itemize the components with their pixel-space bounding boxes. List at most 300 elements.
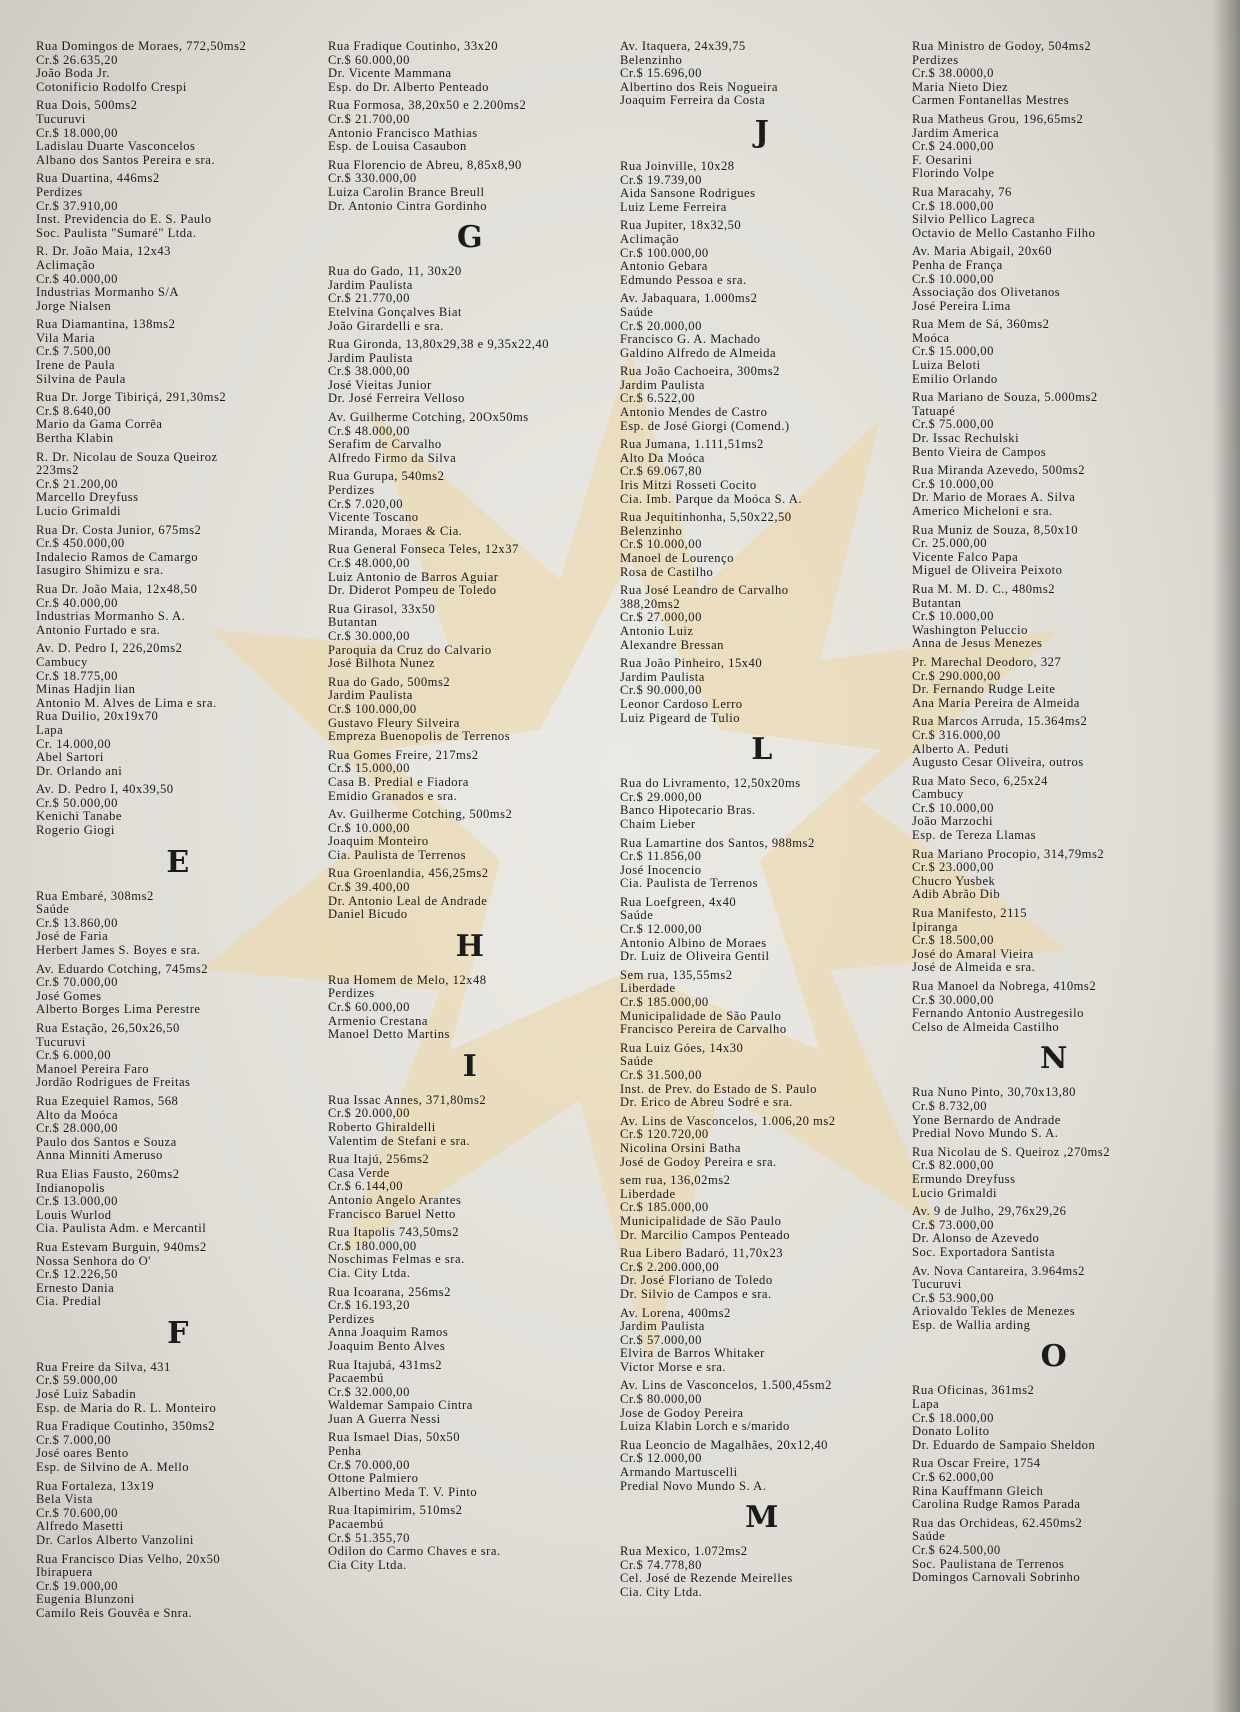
- entry-line: Etelvina Gonçalves Biat: [328, 305, 462, 319]
- entry-line: Silvio Pellico Lagreca: [912, 213, 1035, 227]
- entry-line: Cr.$ 624.500,00: [912, 1544, 1001, 1557]
- entry-line: Cr.$ 8.732,00: [912, 1099, 988, 1113]
- entry-line: Rogerio Giogi: [36, 824, 115, 838]
- entry-line: Rua Manifesto, 2115: [912, 907, 1028, 921]
- entry-line: Washington Peluccio: [912, 623, 1028, 637]
- entry-line: Nicolina Orsini Batha: [620, 1141, 742, 1155]
- entry-line: Mario da Gama Corrêa: [36, 418, 163, 432]
- property-entry: [328, 1226, 612, 1280]
- entry-line: Kenichi Tanabe: [36, 810, 122, 824]
- entry-line: Ottone Palmiero: [328, 1472, 419, 1486]
- entry-line: Dr. Eduardo de Sampaio Sheldon: [912, 1438, 1096, 1452]
- entry-line: Antonio M. Alves de Lima e sra.: [36, 696, 217, 710]
- entry-line: Av. D. Pedro I, 226,20ms2: [36, 642, 183, 656]
- entry-line: Cr.$ 21.200,00: [36, 477, 118, 491]
- section-letter: H: [455, 928, 485, 964]
- entry-line: Cr.$ 51.355,70: [328, 1531, 410, 1545]
- entry-line: Rua Oficinas, 361ms2: [912, 1384, 1035, 1398]
- entry-line: Vila Maria: [36, 331, 96, 345]
- entry-line: Cr.$ 20.000,00: [620, 319, 702, 333]
- entry-line: Eugenia Blunzoni: [36, 1593, 135, 1607]
- entry-line: Municipalidade de São Paulo: [620, 1009, 782, 1023]
- entry-line: Av. Guilherme Cotching, 500ms2: [328, 808, 513, 822]
- property-entry: [36, 524, 320, 578]
- entry-line: Luiza Klabin Lorch e s/marido: [620, 1420, 790, 1434]
- entry-line: Rua Nicolau de S. Queiroz ,270ms2: [912, 1145, 1111, 1159]
- property-entry: [912, 1086, 1196, 1140]
- entry-line: Jardim Paulista: [620, 378, 705, 392]
- entry-line: Rua Mariano de Souza, 5.000ms2: [912, 391, 1098, 405]
- entry-line: Dr. Antonio Leal de Andrade: [328, 894, 488, 908]
- entry-line: Cia. Paulista Adm. e Mercantil: [36, 1222, 207, 1236]
- entry-line: Cr.$ 15.696,00: [620, 67, 702, 81]
- entry-line: Cr.$ 20.000,00: [328, 1107, 410, 1121]
- entry-line: Esp. de Wallia arding: [912, 1318, 1031, 1332]
- entry-line: Cr.$ 18.000,00: [912, 1411, 994, 1425]
- entry-line: Rua Jumana, 1.111,51ms2: [620, 438, 764, 452]
- entry-line: Predial Novo Mundo S. A.: [912, 1127, 1059, 1141]
- entry-line: Valentim de Stefani e sra.: [328, 1134, 471, 1148]
- entry-line: Cr.$ 32.000,00: [328, 1385, 410, 1399]
- entry-line: Joaquim Bento Alves: [328, 1339, 446, 1353]
- property-entry: [328, 676, 612, 744]
- entry-line: Cr.$ 90.000,00: [620, 684, 702, 698]
- entry-line: Chucro Yusbek: [912, 874, 996, 888]
- property-entry: [912, 775, 1196, 843]
- entry-line: Dr. Erico de Abreu Sodré e sra.: [620, 1096, 793, 1110]
- property-entry: [36, 1361, 320, 1415]
- entry-line: Galdino Alfredo de Almeida: [620, 346, 777, 360]
- entry-line: Rua Dr. João Maia, 12x48,50: [36, 582, 198, 596]
- property-entry: [620, 438, 904, 506]
- entry-line: Cr.$ 37.910,00: [36, 199, 118, 213]
- entry-line: Esp. de Tereza Llamas: [912, 829, 1037, 843]
- entry-line: Jardim Paulista: [620, 670, 705, 684]
- entry-line: Cr.$ 7.020,00: [328, 497, 404, 511]
- property-entry: [912, 245, 1196, 313]
- property-entry: [328, 159, 612, 213]
- entry-line: Cia. City Ltda.: [620, 1586, 703, 1599]
- entry-line: Herbert James S. Boyes e sra.: [36, 944, 201, 958]
- property-entry: [620, 1174, 904, 1242]
- property-entry: [328, 338, 612, 406]
- entry-line: Butantan: [912, 596, 962, 610]
- entry-line: Cr. 25.000,00: [912, 537, 988, 551]
- entry-line: Perdizes: [36, 185, 83, 199]
- entry-line: Dr. José Ferreira Velloso: [328, 392, 465, 406]
- entry-line: Celso de Almeida Castilho: [912, 1020, 1060, 1034]
- property-entry: [328, 867, 612, 921]
- entry-line: Esp. de Louisa Casaubon: [328, 140, 467, 154]
- property-entry: [36, 583, 320, 637]
- entry-line: Luiz Antonio de Barros Aguiar: [328, 570, 499, 584]
- entry-line: Rua Itajú, 256ms2: [328, 1153, 430, 1167]
- entry-line: Rua Loefgreen, 4x40: [620, 895, 737, 909]
- entry-line: Cr.$ 120.720,00: [620, 1128, 709, 1142]
- entry-line: Alberto A. Peduti: [912, 742, 1010, 756]
- entry-line: Dr. Vicente Mammana: [328, 67, 452, 81]
- entry-line: Dr. Issac Rechulski: [912, 432, 1020, 446]
- entry-line: Sem rua, 135,55ms2: [620, 968, 733, 982]
- entry-line: Luiz Pigeard de Tulio: [620, 711, 740, 725]
- entry-line: Cr.$ 2.200.000,00: [620, 1260, 720, 1274]
- entry-line: Dr. Mario de Moraes A. Silva: [912, 491, 1076, 505]
- entry-line: Rua Gurupa, 540ms2: [328, 470, 445, 484]
- entry-line: Penha de França: [912, 258, 1003, 272]
- section-letter: J: [754, 114, 770, 150]
- entry-line: José do Amaral Vieira: [912, 947, 1034, 961]
- section-letter: O: [1040, 1339, 1068, 1375]
- entry-line: Serafim de Carvalho: [328, 438, 442, 452]
- property-entry: [36, 99, 320, 167]
- entry-line: Lucio Grimaldi: [912, 1186, 997, 1200]
- property-entry: [912, 391, 1196, 459]
- entry-line: Av. Jabaquara, 1.000ms2: [620, 292, 758, 306]
- entry-line: Cr.$ 80.000,00: [620, 1393, 702, 1407]
- entry-line: Antonio Francisco Mathias: [328, 126, 478, 140]
- entry-line: Cr.$ 70.000,00: [36, 976, 118, 990]
- entry-line: Rua Groenlandia, 456,25ms2: [328, 867, 489, 881]
- entry-line: Rua Muniz de Souza, 8,50x10: [912, 523, 1079, 537]
- entry-line: Pr. Marechal Deodoro, 327: [912, 655, 1062, 669]
- entry-line: Industrias Mormanho S/A: [36, 286, 180, 300]
- entry-line: Alfredo Masetti: [36, 1520, 124, 1534]
- entry-line: Rina Kauffmann Gleich: [912, 1484, 1044, 1498]
- entry-line: Irene de Paula: [36, 359, 116, 373]
- entry-line: Rua Manoel da Nobrega, 410ms2: [912, 980, 1097, 993]
- entry-line: Rua Ezequiel Ramos, 568: [36, 1094, 179, 1108]
- entry-line: Rua Francisco Dias Velho, 20x50: [36, 1552, 221, 1566]
- entry-line: Dr. José Floriano de Toledo: [620, 1274, 773, 1288]
- property-entry: [912, 40, 1196, 108]
- entry-line: Alexandre Bressan: [620, 638, 724, 652]
- entry-line: Roberto Ghiraldelli: [328, 1121, 436, 1134]
- entry-line: Saúde: [912, 1530, 946, 1544]
- entry-line: Rua M. M. D. C., 480ms2: [912, 582, 1056, 596]
- entry-line: Antonio Luiz: [620, 624, 694, 638]
- property-entry: [328, 1094, 612, 1148]
- entry-line: Cr. 14.000,00: [36, 737, 112, 751]
- entry-line: Cr.$ 57.000,00: [620, 1333, 702, 1347]
- entry-line: Iasugiro Shimizu e sra.: [36, 564, 164, 578]
- entry-line: Aclimação: [36, 258, 96, 272]
- entry-line: Cr.$ 100.000,00: [620, 246, 709, 260]
- property-entry: [328, 1431, 612, 1499]
- entry-line: Pacaembú: [328, 1518, 384, 1532]
- section-letter: M: [745, 1500, 779, 1536]
- entry-line: Cr.$ 40.000,00: [36, 272, 118, 286]
- property-entry: [620, 584, 904, 652]
- entry-line: Victor Morse e sra.: [620, 1360, 726, 1374]
- entry-line: Av. Nova Cantareira, 3.964ms2: [912, 1264, 1085, 1278]
- entry-line: Cr.$ 7.500,00: [36, 345, 112, 359]
- entry-line: Cr.$ 330.000,00: [328, 172, 417, 186]
- entry-line: Dr. Antonio Cintra Gordinho: [328, 199, 488, 213]
- entry-line: Carmen Fontanellas Mestres: [912, 94, 1070, 108]
- section-letter: G: [456, 220, 484, 256]
- property-entry: [328, 1286, 612, 1354]
- entry-line: Domingos Carnovali Sobrinho: [912, 1571, 1081, 1585]
- entry-line: Bento Vieira de Campos: [912, 445, 1047, 459]
- entry-line: Yone Bernardo de Andrade: [912, 1113, 1061, 1127]
- entry-line: Dr. Diderot Pompeu de Toledo: [328, 584, 497, 598]
- entry-line: Antonio Furtado e sra.: [36, 623, 161, 637]
- property-entry: [912, 656, 1196, 710]
- entry-line: Esp. do Dr. Alberto Penteado: [328, 80, 489, 94]
- entry-line: Cr.$ 18.500,00: [912, 934, 994, 948]
- entry-line: Cr.$ 16.193,20: [328, 1299, 410, 1313]
- entry-line: Cr.$ 40.000,00: [36, 596, 118, 610]
- entry-line: Fernando Antonio Austregesilo: [912, 1007, 1084, 1021]
- entry-line: Cr.$ 19.739,00: [620, 173, 702, 187]
- entry-line: Cr.$ 185.000,00: [620, 996, 709, 1010]
- property-entry: [620, 1439, 904, 1493]
- entry-line: sem rua, 136,02ms2: [620, 1174, 731, 1188]
- entry-line: Rua Mexico, 1.072ms2: [620, 1545, 748, 1559]
- entry-line: Anna Joaquim Ramos: [328, 1326, 449, 1340]
- entry-line: Rua Formosa, 38,20x50 e 2.200ms2: [328, 99, 527, 113]
- entry-line: Rua José Leandro de Carvalho: [620, 584, 789, 598]
- entry-line: Cr.$ 185.000,00: [620, 1201, 709, 1215]
- entry-line: Jose de Godoy Pereira: [620, 1406, 744, 1420]
- entry-line: Cr.$ 18.000,00: [36, 126, 118, 140]
- entry-line: Rua Nuno Pinto, 30,70x13,80: [912, 1086, 1076, 1100]
- entry-line: Belenzinho: [620, 524, 683, 538]
- entry-line: Penha: [328, 1445, 362, 1459]
- entry-line: Cr.$ 12.000,00: [620, 1452, 702, 1466]
- entry-line: Liberdade: [620, 982, 676, 996]
- property-entry: [36, 1095, 320, 1163]
- entry-line: José de Almeida e sra.: [912, 961, 1036, 975]
- entry-line: Cr.$ 26.635,20: [36, 53, 118, 67]
- property-entry: [36, 1241, 320, 1309]
- entry-line: Tucuruvi: [36, 1035, 86, 1049]
- entry-line: Perdizes: [912, 53, 959, 67]
- entry-line: João Girardelli e sra.: [328, 319, 444, 333]
- entry-line: Predial Novo Mundo S. A.: [620, 1479, 767, 1493]
- entry-line: Banco Hipotecario Bras.: [620, 804, 756, 818]
- entry-line: Rua Miranda Azevedo, 500ms2: [912, 464, 1085, 478]
- entry-line: Empreza Buenopolis de Terrenos: [328, 730, 511, 744]
- entry-line: Cr.$ 18.000,00: [912, 199, 994, 213]
- entry-line: Jardim Paulista: [620, 1320, 705, 1334]
- column-2: [328, 40, 620, 1680]
- entry-line: Rua Florencio de Abreu, 8,85x8,90: [328, 158, 522, 172]
- property-entry: [620, 219, 904, 287]
- property-entry: [36, 1480, 320, 1548]
- entry-line: Leonor Cardoso Lerro: [620, 697, 743, 711]
- entry-line: Tucuruvi: [36, 112, 86, 126]
- property-entry: [912, 1384, 1196, 1452]
- entry-line: Rua Marcos Arruda, 15.364ms2: [912, 715, 1088, 729]
- entry-line: Rua Libero Badaró, 11,70x23: [620, 1247, 784, 1261]
- entry-line: Alfredo Firmo da Silva: [328, 451, 457, 465]
- entry-line: Dr. Silvio de Campos e sra.: [620, 1287, 772, 1301]
- property-entry: [620, 657, 904, 725]
- entry-line: Rua do Gado, 500ms2: [328, 675, 451, 689]
- entry-line: Ariovaldo Tekles de Menezes: [912, 1305, 1076, 1319]
- entry-line: Rua Gironda, 13,80x29,38 e 9,35x22,40: [328, 338, 550, 352]
- property-entry: [912, 1265, 1196, 1333]
- entry-line: Miranda, Moraes & Cia.: [328, 524, 463, 538]
- property-entry: [912, 848, 1196, 902]
- entry-line: R. Dr. Nicolau de Souza Queiroz: [36, 450, 218, 464]
- entry-line: Cr.$ 7.000,00: [36, 1433, 112, 1447]
- entry-line: Cr.$ 316.000,00: [912, 728, 1001, 742]
- entry-line: Cr.$ 21.700,00: [328, 112, 410, 126]
- entry-line: Cr.$ 8.640,00: [36, 404, 112, 418]
- entry-line: Esp. de José Giorgi (Comend.): [620, 419, 790, 433]
- entry-line: José oares Bento: [36, 1447, 129, 1461]
- entry-line: Cr.$ 60.000,00: [328, 1001, 410, 1015]
- property-entry: [328, 603, 612, 671]
- property-entry: [328, 1359, 612, 1427]
- entry-line: Cr.$ 38.000,00: [328, 365, 410, 379]
- property-entry: [620, 1307, 904, 1375]
- entry-line: Antonio Angelo Arantes: [328, 1193, 462, 1207]
- entry-line: Cr.$ 38.0000,0: [912, 67, 994, 81]
- entry-line: Ipiranga: [912, 920, 958, 934]
- entry-line: Armando Martuscelli: [620, 1466, 738, 1480]
- entry-line: Noschimas Felmas e sra.: [328, 1253, 465, 1267]
- entry-line: Cr.$ 21.770,00: [328, 292, 410, 306]
- entry-line: Cr.$ 48.000,00: [328, 424, 410, 438]
- entry-line: Rua Issac Annes, 371,80ms2: [328, 1093, 487, 1107]
- entry-line: Rua Maracahy, 76: [912, 185, 1012, 199]
- entry-line: Francisco G. A. Machado: [620, 333, 761, 347]
- entry-line: Av. Itaquera, 24x39,75: [620, 40, 746, 53]
- entry-line: Perdizes: [328, 484, 375, 498]
- entry-line: Tatuapé: [912, 404, 956, 418]
- entry-line: Dr. Alonso de Azevedo: [912, 1232, 1040, 1246]
- section-letter: L: [751, 732, 773, 768]
- property-entry: [620, 1115, 904, 1169]
- entry-line: Rua Mariano Procopio, 314,79ms2: [912, 847, 1105, 861]
- entry-line: Cr.$ 74.778,80: [620, 1558, 702, 1572]
- entry-line: Dr. Orlando ani: [36, 764, 123, 778]
- entry-line: Cr.$ 75.000,00: [912, 418, 994, 432]
- property-entry: [36, 318, 320, 386]
- entry-line: Marcello Dreyfuss: [36, 491, 139, 505]
- entry-line: Cr.$ 73.000,00: [912, 1218, 994, 1232]
- property-entry: [912, 715, 1196, 769]
- property-entry: [36, 451, 320, 519]
- column-4: [912, 40, 1204, 1680]
- entry-line: Cr.$ 6.000,00: [36, 1049, 112, 1063]
- section-letter: F: [167, 1315, 189, 1351]
- entry-line: Cr.$ 29.000,00: [620, 790, 702, 804]
- entry-line: Cr.$ 10.000,00: [912, 272, 994, 286]
- property-entry: [912, 1517, 1196, 1585]
- entry-line: Casa B. Predial e Fiadora: [328, 775, 469, 789]
- entry-line: Odilon do Carmo Chaves e sra.: [328, 1545, 501, 1559]
- entry-line: Saúde: [620, 909, 654, 923]
- entry-line: Rua Fradique Coutinho, 33x20: [328, 40, 499, 53]
- entry-line: Cr.$ 10.000,00: [912, 477, 994, 491]
- entry-line: José de Godoy Pereira e sra.: [620, 1155, 777, 1169]
- entry-line: Rua Itapimirim, 510ms2: [328, 1504, 463, 1518]
- entry-line: João Marzochi: [912, 815, 993, 829]
- property-entry: [328, 1153, 612, 1221]
- property-entry: [620, 365, 904, 433]
- entry-line: Jardim Paulista: [328, 689, 413, 703]
- entry-line: Rua Gomes Freire, 217ms2: [328, 748, 479, 762]
- property-entry: [912, 1457, 1196, 1511]
- entry-line: José de Faria: [36, 930, 109, 944]
- entry-line: Rua Icoarana, 256ms2: [328, 1285, 451, 1299]
- entry-line: Cia. City Ltda.: [328, 1266, 411, 1280]
- entry-line: F. Oesarini: [912, 153, 973, 167]
- property-entry: [328, 543, 612, 597]
- entry-line: Adib Abrão Dib: [912, 888, 1001, 902]
- entry-line: Antonio Gebara: [620, 260, 708, 274]
- entry-line: Lapa: [36, 723, 64, 737]
- entry-line: Cr.$ 69.067,80: [620, 465, 702, 479]
- entry-line: Iris Mitzi Rosseti Cocito: [620, 479, 757, 493]
- entry-line: Cr.$ 53.900,00: [912, 1291, 994, 1305]
- entry-line: Soc. Exportadora Santista: [912, 1245, 1055, 1259]
- entry-line: Joaquim Ferreira da Costa: [620, 94, 766, 108]
- property-entry: [328, 1504, 612, 1572]
- entry-line: Elvira de Barros Whitaker: [620, 1347, 765, 1361]
- entry-line: Industrias Mormanho S. A.: [36, 610, 186, 624]
- entry-line: Esp. de Silvino de A. Mello: [36, 1461, 190, 1475]
- entry-line: Cotonificio Rodolfo Crespi: [36, 80, 187, 94]
- entry-line: Rua Embaré, 308ms2: [36, 889, 154, 903]
- entry-line: Cel. José de Rezende Meirelles: [620, 1572, 793, 1586]
- entry-line: Chaim Lieber: [620, 817, 696, 831]
- entry-line: Rua Fradique Coutinho, 350ms2: [36, 1420, 215, 1434]
- entry-line: Jardim Paulista: [328, 351, 413, 365]
- entry-line: Daniel Bicudo: [328, 908, 408, 922]
- entry-line: Augusto Cesar Oliveira, outros: [912, 756, 1084, 770]
- entry-line: Rua Domingos de Moraes, 772,50ms2: [36, 40, 247, 53]
- entry-line: Cr.$ 59.000,00: [36, 1374, 118, 1388]
- property-entry: [328, 265, 612, 333]
- entry-line: Rua Dr. Costa Junior, 675ms2: [36, 523, 202, 537]
- entry-line: Rosa de Castilho: [620, 565, 714, 579]
- property-entry: [912, 464, 1196, 518]
- entry-line: Cr.$ 15.000,00: [912, 345, 994, 359]
- property-entry: [912, 907, 1196, 975]
- entry-line: Dr. Luiz de Oliveira Gentil: [620, 950, 770, 964]
- entry-line: Liberdade: [620, 1187, 676, 1201]
- property-entry: [912, 524, 1196, 578]
- entry-line: João Boda Jr.: [36, 67, 111, 81]
- entry-line: Florindo Volpe: [912, 167, 995, 181]
- entry-line: Octavio de Mello Castanho Filho: [912, 226, 1096, 240]
- entry-line: Francisco Pereira de Carvalho: [620, 1023, 787, 1037]
- entry-line: Vicente Falco Papa: [912, 550, 1019, 564]
- entry-line: Rua Elias Fausto, 260ms2: [36, 1167, 180, 1181]
- entry-line: Cr.$ 12.226,50: [36, 1268, 118, 1282]
- entry-line: Cr.$ 30.000,00: [912, 993, 994, 1007]
- entry-line: 388,20ms2: [620, 597, 681, 611]
- entry-line: Av. Lins de Vasconcelos, 1.006,20 ms2: [620, 1114, 836, 1128]
- entry-line: Rua Dois, 500ms2: [36, 99, 138, 113]
- entry-line: Municipalidade de São Paulo: [620, 1214, 782, 1228]
- entry-line: Rua Itapolis 743,50ms2: [328, 1226, 459, 1240]
- entry-line: Rua Diamantina, 138ms2: [36, 318, 176, 332]
- property-entry: [912, 1146, 1196, 1200]
- property-entry: [36, 1553, 320, 1621]
- entry-line: Rua Joinville, 10x28: [620, 159, 735, 173]
- entry-line: Jordão Rodrigues de Freitas: [36, 1076, 191, 1090]
- entry-line: Louis Wurlod: [36, 1208, 112, 1222]
- entry-line: Francisco Baruel Netto: [328, 1207, 456, 1221]
- property-entry: [912, 980, 1196, 1034]
- property-entry: [36, 890, 320, 958]
